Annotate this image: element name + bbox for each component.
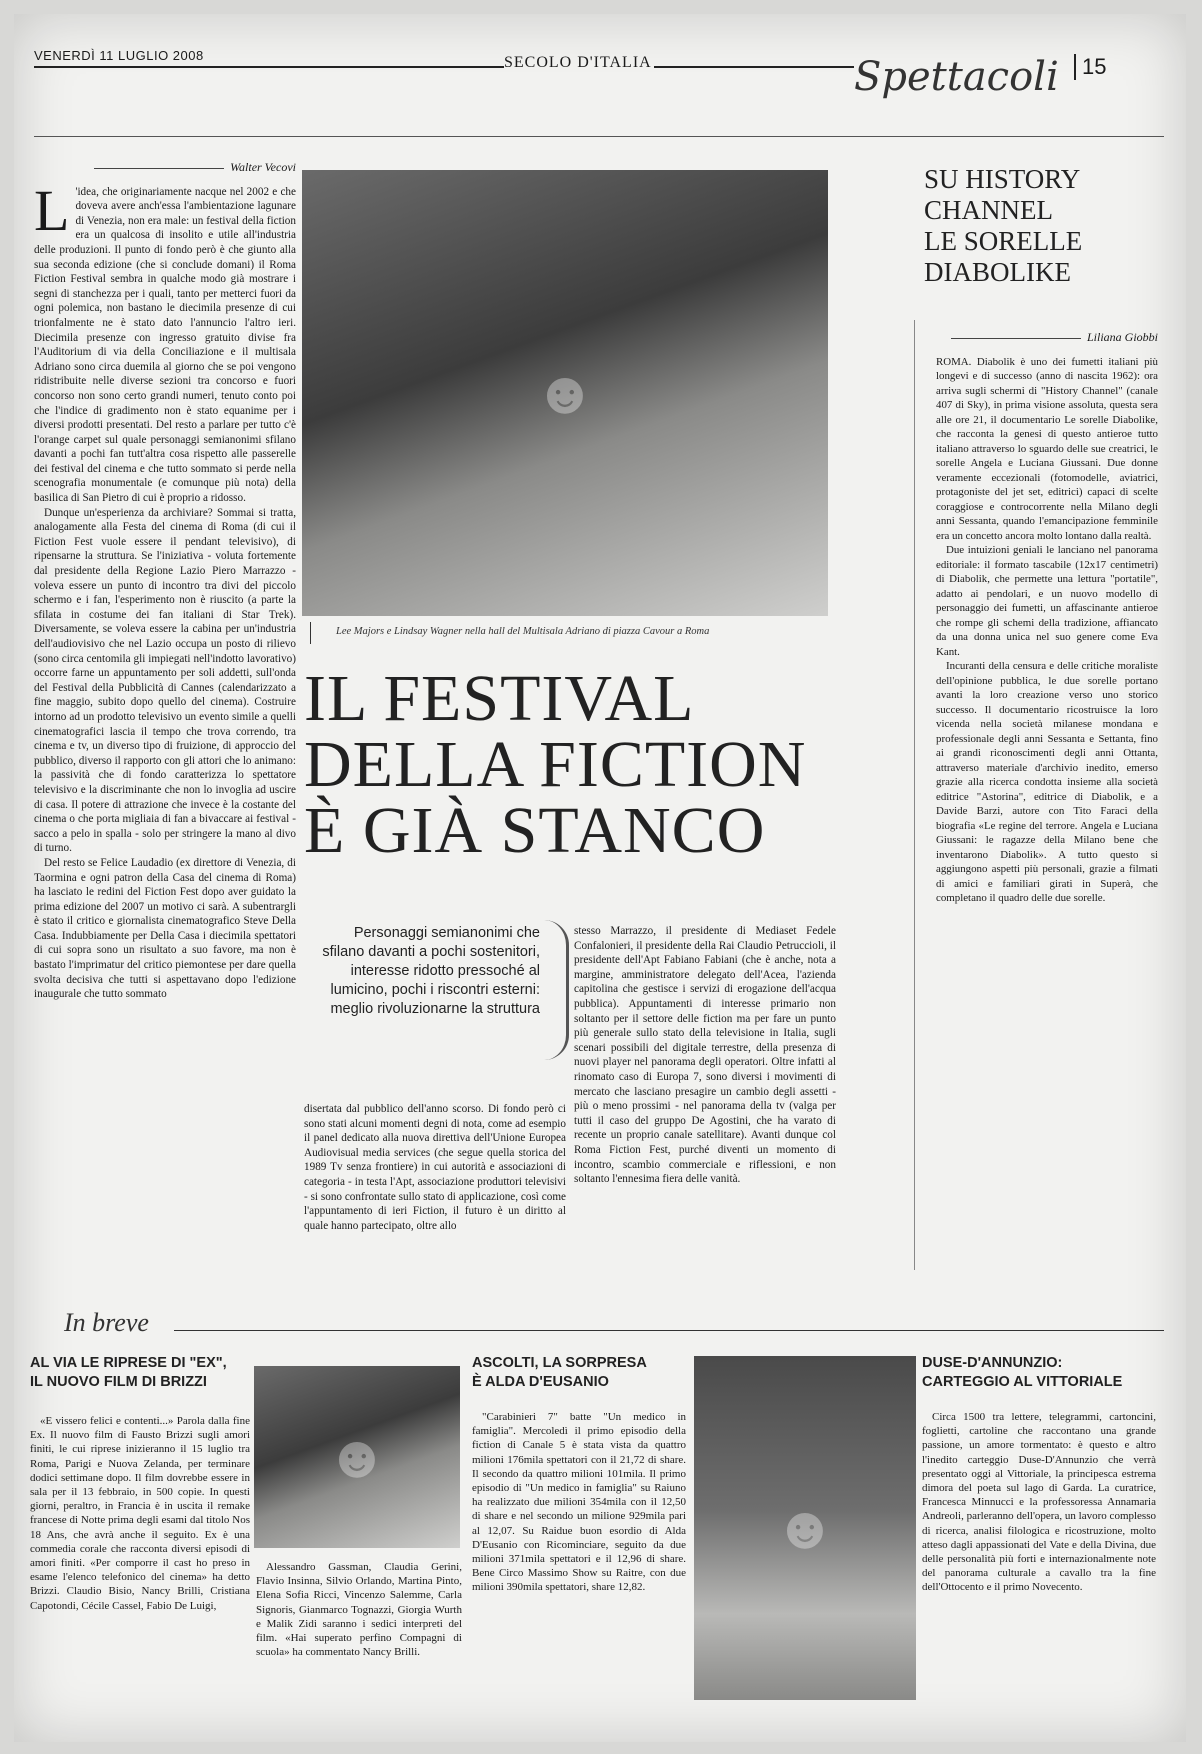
brief2-text <box>472 1410 686 1595</box>
main-author: Walter Vecovi <box>34 160 296 175</box>
brief1-body2: Alessandro Gassman, Claudia Gerini, Flavio Insinna, Silvio Orlando, Martina Pinto, Elena Sofia Ricci, Vincenzo Salemme, Carla Signoris, Gianmarco Tognazzi, Giorgia Wurth e Malik Zidi saranno i sedici interpreti del film. «Hai superato perfino Compagni di scuola» ha commentato Nancy Brilli. <box>256 1561 462 1659</box>
main-article-col2 <box>304 1102 566 1233</box>
header-newspaper: SECOLO D'ITALIA <box>504 54 652 71</box>
caption-rule <box>310 622 311 644</box>
brief3-title-line-1: DUSE-D'ANNUNZIO: <box>922 1355 1063 1371</box>
brief1-body: «E vissero felici e contenti...» Parola dalla fine Ex. Il nuovo film di Fausto Brizzi sugli amori finiti, le cui riprese inizieranno il 15 luglio tra Roma, Parigi e Nuova Zelanda, per terminare dodici settimane dopo. Il film dovrebbe essere in sala per il 13 febbraio, in 500 copie. In questi giorni, peraltro, in Francia è in uscita il remake francese di Notte prima degli esami dal titolo Nos 18 Ans, che avrà anche il seguito. Ex è una commedia corale che racconta diversi episodi di amori finiti. «Per comporre il cast ho preso in esame l'elenco telefonico del cinema» ha detto Brizzi. Claudio Bisio, Nancy Brilli, Cristiana Capotondi, Cécile Cassel, Fabio De Luigi, <box>30 1415 250 1612</box>
subheadline-bracket <box>544 920 569 1060</box>
header-rule-mid <box>654 66 854 68</box>
side-title-line-4: DIABOLIKE <box>924 257 1071 287</box>
portrait-icon: ☻ <box>533 359 597 426</box>
brief1-title-line-2: IL NUOVO FILM DI BRIZZI <box>30 1374 207 1390</box>
newspaper-page <box>14 14 1186 1742</box>
side-p3: Incuranti della censura e delle critiche moraliste dell'opinione pubblica, le due sorelle portano avanti la loro creazione verso uno storico successo. Il documentario ricostruisce la loro vicenda nella società milanese mondana e professionale degli anni Sessanta e Settanta, fino ai grandi riconoscimenti degli anni Ottanta, attraverso materiale d'archivio inedito, emerso grazie alla ricerca condotta insieme alla società editrice "Astorina", editrice di Diabolik, e a Davide Barzi, autore con Tito Faraci della biografia «Le regine del terrore. Angela e Luciana Giussani: le ragazze della Milano bene che inventarono Diabolik». A tutto questo si aggiungono aspetti più personali, grazie a filmati di amici e familiari girati in Superà, che completano il quadro delle due sorelle. <box>936 660 1158 904</box>
side-title <box>924 164 1154 288</box>
side-title-line-1: SU HISTORY <box>924 164 1081 194</box>
briefs-label: In breve <box>64 1308 149 1337</box>
main-article-col3 <box>574 924 836 1187</box>
brief3-title <box>922 1354 1156 1392</box>
side-p2: Due intuizioni geniali le lanciano nel panorama editoriale: il formato tascabile (12x17 centimetri) di Diabolik, che permette una lettura "portatile", adatto ai pendolari, e un nuovo modello di personaggio dei fumetti, un affascinante antieroe che rompe gli schemi della tradizione, affiancato da una donna unica nel suo genere come Eva Kant. <box>936 544 1158 658</box>
portrait-icon: ☻ <box>773 1494 837 1561</box>
main-col1-p3: Del resto se Felice Laudadio (ex direttore di Venezia, di Taormina e ogni patron della Casa del cinema di Roma) ha lasciato le redini del Fiction Fest dopo aver guidato la prima edizione del 2007 un motivo ci sarà. A subentrargli è stato il critico e giornalista cinematografico Steve Della Casa. Indubbiamente per Della Casa i diecimila spettatori di cui sopra sono un risultato a suo favore, ma non è bastato l'imprimatur del critico piemontese per dare quella svolta decisiva che tutti si aspettavano dopo l'edizione inaugurale che tutto sommato <box>34 856 296 1001</box>
brief1-text2 <box>256 1560 462 1659</box>
dropcap: L <box>34 177 70 243</box>
headline-line-2: DELLA FICTION <box>304 728 807 801</box>
side-article-body <box>936 330 1158 906</box>
photo-caption: Lee Majors e Lindsay Wagner nella hall del Multisala Adriano di piazza Cavour a Roma <box>336 626 710 637</box>
brief1-title-line-1: AL VIA LE RIPRESE DI "EX", <box>30 1355 227 1371</box>
brief2-body: "Carabinieri 7" batte "Un medico in famiglia". Mercoledì il primo episodio della fiction di Canale 5 è stata vista da quattro milioni 176mila spettatori con il 21,72 di share. Il secondo da quattro milioni 101mila. Il primo episodio di "Un medico in famiglia" su Raiuno ha realizzato due milioni 354mila con il 12,50 di share e nel secondo un milione 929mila pari al 12,07. Su Raidue buon esordio di Alda D'Eusanio con Ricominciare, seguito da due milioni 371mila spettatori e il 12,96 di share. Bene Circo Massimo Show su Raitre, con due milioni 390mila spettatori, share 12,82. <box>472 1411 686 1594</box>
main-article-col1 <box>34 160 296 1002</box>
side-title-line-3: LE SORELLE <box>924 226 1083 256</box>
side-title-line-2: CHANNEL <box>924 195 1053 225</box>
main-subheadline: Personaggi semianonimi che sfilano davanti a pochi sostenitori, interesse ridotto pressoché al lumicino, pochi i riscontri esterni: meglio rivoluzionarne la struttura <box>322 925 540 1017</box>
side-column-rule <box>914 320 915 1270</box>
header-bottom-rule <box>34 136 1164 137</box>
main-col1-p1: 'idea, che originariamente nacque nel 2002 e che doveva avere anch'essa l'ambientazione lagunare di Venezia, non era male: un festival della fiction era un qualcosa di insolito e utile all'industria delle produzioni. Il punto di fondo però è che giunto alla sua seconda edizione (che si conclude domani) il Roma Fiction Festival sembra in qualche modo già mostrare i segni di stanchezza per i quali, tanto per metterci fuori da ogni polemica, non bastano le diecimila presenze di cui trionfalmente ne è stato dato l'annuncio l'altro ieri. Diecimila presenze con ingresso gratuito divise fra l'Auditorium di via della Conciliazione e il multisala Adriano sono circa duemila al giorno che se poi vengono ridistribuite nelle diverse sezioni tra concorso e fuori concorso non sono certo grandi numeri, tenuto conto poi che l'indice di gradimento non è stato equanime per i diversi prodotti presentati. Del resto a parlare per tutto c'è l'orange carpet sul quale personaggi semianonimi sfilano davanti a pochi fan tutt'altra cosa rispetto alle passerelle dei festival del cinema e che tutto sommato si perde nella scenografia monumentale (e comunque più nota) della basilica di San Pietro di cui è proprio a ridosso. <box>34 185 296 505</box>
main-col1-p2: Dunque un'esperienza da archiviare? Sommai si tratta, analogamente alla Festa del cinema di Roma (di cui il Fiction Fest vuole essere il pendant televisivo), di ripensarne la struttura. Se l'iniziativa - voluta fortemente dal presidente della Regione Lazio Piero Marrazzo - voleva essere un punto di incontro tra divi del piccolo schermo e i fan, l'esperimento non è riuscito (a parte la sfilata in costume dei fan italiani di Star Trek). Diversamente, se voleva essere la cabina per un'industria dell'audiovisivo che nel Lazio occupa un posto di rilievo (sono circa centomila gli impiegati nell'indotto lavorativo) occorre farne un appuntamento per soli addetti, sull'onda del Festival della Pubblicità di Cannes (calendarizzato a fine maggio, subito dopo quello del cinema). Costruire intorno ad un prodotto televisivo un evento simile a quelli cinematografici lascia il tempo che trova correndo, tra cinema e tv, un diverso tipo di fruizione, di approccio del pubblico, diverso il rapporto con gli attori che lo animano: la passività che di fondo caratterizza lo spettatore televisivo e la discriminante che non lo invoglia ad uscire di casa. Il potere di attrazione che invece è la costante del cinema o che porta migliaia di fan a bivaccare ai festival - sacco a pelo in spalla - solo per stringere la mano al divo di turno. <box>34 506 296 855</box>
brief3-title-line-2: CARTEGGIO AL VITTORIALE <box>922 1374 1123 1390</box>
brief2-photo <box>694 1356 916 1700</box>
side-author: Liliana Giobbi <box>936 330 1158 345</box>
header-rule-left <box>34 66 504 68</box>
briefs-rule <box>174 1330 1164 1331</box>
header-section: Spettacoli <box>854 54 1059 100</box>
main-headline <box>304 662 844 867</box>
brief2-title <box>472 1354 692 1392</box>
brief3-body: Circa 1500 tra lettere, telegrammi, cartoncini, foglietti, cartoline che raccontano una grande passione, un amore tormentato: è questo e altro l'inedito carteggio Duse-D'Annunzio che verrà presentato oggi al Vittoriale, la principesca estrema dimora del poeta sul lago di Garda. La curatrice, Francesca Minnucci e la professoressa Annamaria Andreoli, parleranno dell'opera, un lavoro complesso di ricerca, analisi filologica e ricostruzione, molto atteso dagli appassionati del Vate e della Divina, due delle personalità più forti e internazionalmente note del panorama culturale a cavallo tra la fine dell'Ottocento e il primo Novecento. <box>922 1411 1156 1594</box>
main-photo <box>302 170 828 616</box>
portrait-icon: ☻ <box>325 1423 389 1490</box>
side-p1: ROMA. Diabolik è uno dei fumetti italiani più longevi e di successo (anno di nascita 1962): ora arriva sugli schermi di "History Channel" (canale 407 di Sky), in prima visione assoluta, questa sera alle ore 21, il documentario Le sorelle Diabolike, che racconta la genesi di questo antieroe tutto italiano attraverso lo sguardo delle sue creatrici, le sorelle Angela e Luciana Giussani. Due donne veramente eccezionali (fotomodelle, aviatrici, protagoniste del jet set, editrici) capaci di scelte coraggiose e controcorrente nella Milano degli anni Sessanta, quando l'emancipazione femminile era un concetto ancora molto lontano dalla realtà. <box>936 355 1158 542</box>
brief1-title <box>30 1354 250 1392</box>
brief1-text <box>30 1414 250 1613</box>
main-col2-text: disertata dal pubblico dell'anno scorso. Di fondo però ci sono stati alcuni momenti degni di nota, come ad esempio il panel dedicato alla nuova direttiva dell'Unione Europea Audiovisual media services (che segue quella storica del 1989 Tv senza frontiere) in cui autorità e associazioni di categoria - in testa l'Apt, associazione produttori televisivi - si sono confrontate sullo stato di applicazione, così come l'appuntamento di ieri Fiction, il futuro è un diritto al quale hanno partecipato, oltre allo <box>304 1103 566 1232</box>
main-col3-text: stesso Marrazzo, il presidente di Mediaset Fedele Confalonieri, il presidente della Rai Claudio Petruccioli, il presidente dell'Apt Fabiano Fabiani (che è anche, nota a margine, amministratore delegato dell'Acea, l'azienda capitolina che gestisce i servizi di erogazione dell'acqua pubblica). Appuntamenti di interesse primario non soltanto per il settore delle fiction ma per fare un punto più generale sullo stato della televisione in Italia, sugli scenari possibili del digitale terrestre, della presenza di nuovi player nel panorama degli operatori. Oltre infatti al rinomato caso di Europa 7, sono diversi i movimenti di mercato che lasciano presagire un cambio degli assetti - più o meno prossimi - nel panorama della tv (valga per tutti il caso del gruppo De Agostini, che ha varato di recente un proprio canale satellitare). Avanti dunque col Roma Fiction Fest, purché diventi un momento di incontro, scambio commerciale e riflessioni, e non soltanto l'ennesima fiera delle vanità. <box>574 925 836 1186</box>
headline-line-3: È GIÀ STANCO <box>304 794 766 867</box>
page-number: 15 <box>1074 54 1106 80</box>
headline-line-1: IL FESTIVAL <box>304 662 695 735</box>
brief2-title-line-1: ASCOLTI, LA SORPRESA <box>472 1355 647 1371</box>
brief3-text <box>922 1410 1156 1595</box>
brief2-title-line-2: È ALDA D'EUSANIO <box>472 1374 609 1390</box>
header-date: VENERDÌ 11 LUGLIO 2008 <box>34 48 204 63</box>
brief1-photo <box>254 1366 460 1548</box>
